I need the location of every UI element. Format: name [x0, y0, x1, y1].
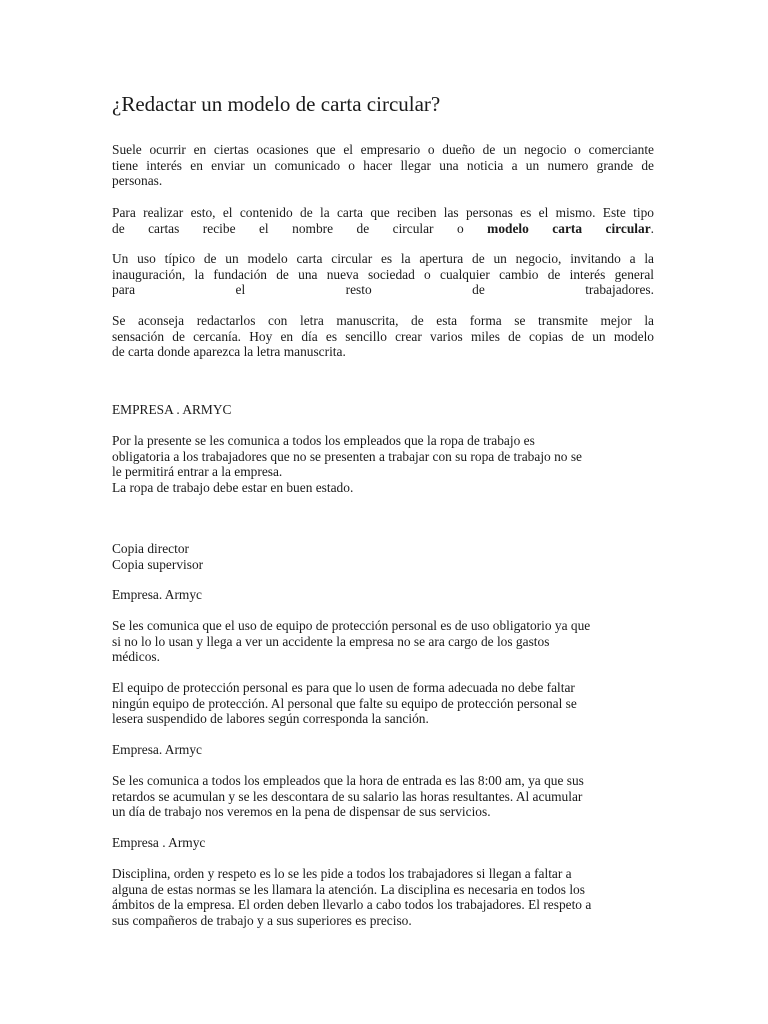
text-line: retardos se acumulan y se les descontara de su salario las horas resultantes. Al acumular [112, 788, 583, 804]
text-line: Para realizar esto, el contenido de la carta que reciben las personas es el mismo. Este tipo [112, 205, 654, 220]
text-line: personas. [112, 173, 163, 189]
copy-line: Copia director [112, 541, 189, 556]
text-line: obligatoria a los trabajadores que no se presenten a trabajar con su ropa de trabajo no se [112, 448, 582, 464]
page-title: ¿Redactar un modelo de carta circular? [112, 92, 441, 116]
text-segment: de cartas recibe el nombre de circular o [112, 220, 464, 236]
letter-2-header: Empresa. Armyc [112, 587, 202, 602]
letter-4-header: Empresa . Armyc [112, 835, 206, 850]
text-line: Se aconseja redactarlos con letra manuscrita, de esta forma se transmite mejor la [112, 313, 654, 328]
text-line: para el resto de trabajadores. [112, 282, 654, 298]
text-line: inauguración, la fundación de una nueva sociedad o cualquier cambio de interés general [112, 266, 654, 282]
text-line: le permitirá entrar a la empresa. [112, 464, 283, 480]
text-line: médicos. [112, 649, 160, 665]
intro-paragraph-2 [112, 205, 654, 236]
text-line: Por la presente se les comunica a todos los empleados que la ropa de trabajo es [112, 433, 535, 448]
intro-paragraph-1 [112, 142, 654, 189]
text-line: tiene interés en enviar un comunicado o hacer llegar una noticia a un numero grande de [112, 157, 654, 173]
text-line: Se les comunica que el uso de equipo de protección personal es de uso obligatorio ya que [112, 618, 591, 633]
text-line: La ropa de trabajo debe estar en buen estado. [112, 479, 354, 495]
text-line: sus compañeros de trabajo y a sus superiores es preciso. [112, 912, 412, 928]
letter-1-body [112, 433, 654, 495]
text-line: de carta donde aparezca la letra manuscrita. [112, 344, 346, 360]
letter-2-paragraph-2 [112, 680, 654, 727]
text-line: Suele ocurrir en ciertas ocasiones que el empresario o dueño de un negocio o comerciante [112, 142, 654, 157]
bold-term: modelo carta circular [487, 220, 651, 236]
text-segment: . [650, 220, 654, 236]
text-line: Disciplina, orden y respeto es lo se les pide a todos los trabajadores si llegan a faltar a [112, 866, 572, 881]
text-line: ningún equipo de protección. Al personal que falte su equipo de protección personal se [112, 695, 577, 711]
letter-1-copies [112, 541, 654, 572]
letter-4-body [112, 866, 654, 928]
text-line: Un uso típico de un modelo carta circular es la apertura de un negocio, invitando a la [112, 251, 654, 266]
text-line: sensación de cercanía. Hoy en día es sencillo crear varios miles de copias de un modelo [112, 328, 654, 344]
text-line: El equipo de protección personal es para que lo usen de forma adecuada no debe faltar [112, 680, 575, 695]
text-line: un día de trabajo nos veremos en la pena de dispensar de sus servicios. [112, 804, 491, 820]
copy-line: Copia supervisor [112, 556, 204, 572]
letter-2-paragraph-1 [112, 618, 654, 665]
letter-3-header: Empresa. Armyc [112, 742, 202, 757]
letter-3-body [112, 773, 654, 820]
intro-paragraph-3 [112, 251, 654, 298]
text-line: lesera suspendido de labores según corresponda la sanción. [112, 711, 429, 727]
intro-paragraph-4 [112, 313, 654, 360]
text-line: alguna de estas normas se les llamara la atención. La disciplina es necesaria en todos los [112, 881, 585, 897]
text-line: Se les comunica a todos los empleados que la hora de entrada es las 8:00 am, ya que sus [112, 773, 584, 788]
letter-1-header: EMPRESA . ARMYC [112, 402, 232, 417]
text-line [112, 221, 654, 237]
text-line: si no lo lo usan y llega a ver un accidente la empresa no se ara cargo de los gastos [112, 633, 550, 649]
text-line: ámbitos de la empresa. El orden deben llevarlo a cabo todos los trabajadores. El respeto a [112, 897, 592, 913]
